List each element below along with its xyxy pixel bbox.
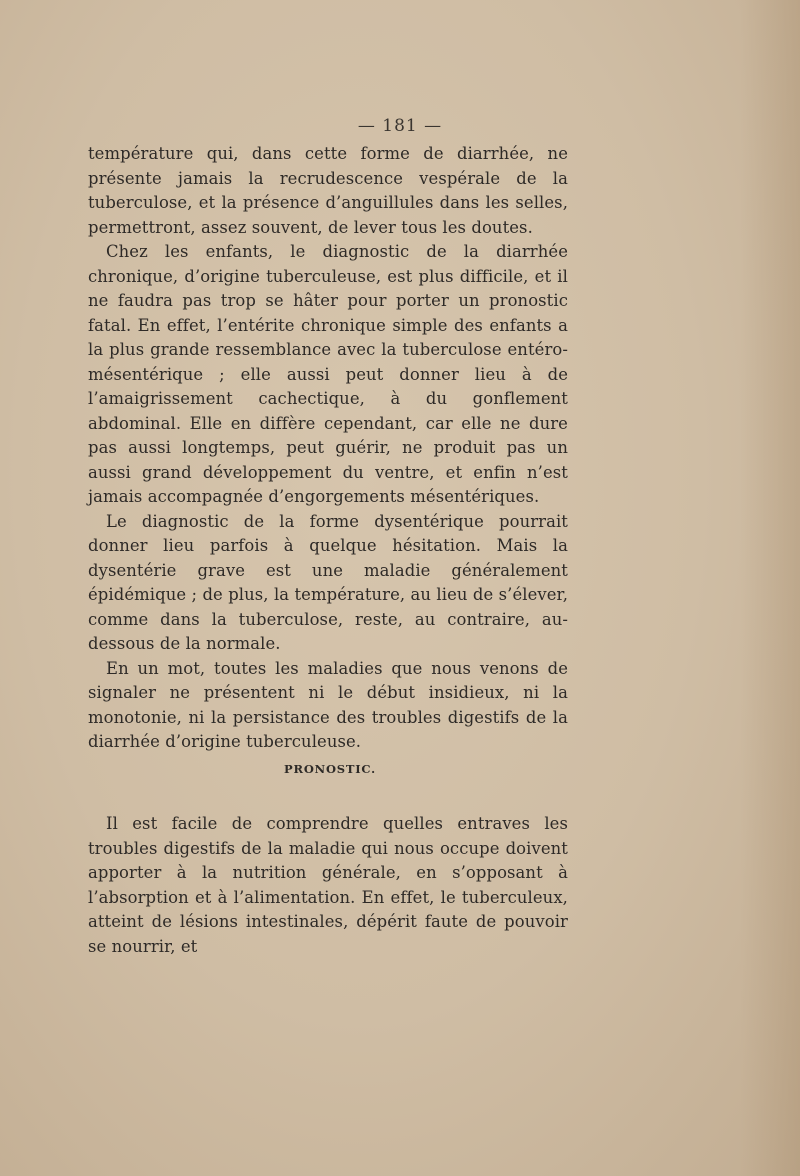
section-heading: PRONOSTIC.	[284, 762, 376, 776]
paragraph-prognosis: Il est facile de comprendre quelles entraves les troubles digestifs de la maladie qui nous occupe doivent apporter à la nutrition générale, en s’opposant à l’absorption et à l’alimentation. En effet, le tuberculeux, atteint de lésions intestinales, dépérit faute de pouvoir se nourrir, et	[88, 814, 568, 956]
page-edge-shadow	[740, 0, 800, 1176]
page-number: — 181 —	[357, 116, 443, 136]
paragraph-continuation: température qui, dans cette forme de diarrhée, ne présente jamais la recrudescence vespérale de la tuberculose, et la présence d’anguillules dans les selles, permettront, assez souvent, de lever tous les doutes.	[88, 144, 568, 237]
body-text	[88, 142, 568, 755]
section-body-text	[88, 812, 568, 959]
paragraph-dysentery-form: Le diagnostic de la forme dysentérique pourrait donner lieu parfois à quelque hésitation. Mais la dysentérie grave est une maladie généralement épidémique ; de plus, la température, au lieu de s’élever, comme dans la tuberculose, reste, au contraire, au-dessous de la normale.	[88, 511, 568, 653]
paragraph-summary: En un mot, toutes les maladies que nous venons de signaler ne présentent ni le début insidieux, ni la monotonie, ni la persistance des troubles digestifs de la diarrhée d’origine tuberculeuse.	[88, 658, 568, 751]
paragraph-children-diagnosis: Chez les enfants, le diagnostic de la diarrhée chronique, d’origine tuberculeuse, est plus difficile, et il ne faudra pas trop se hâter pour porter un pronostic fatal. En effet, l’entérite chronique simple des enfants a la plus grande ressemblance avec la tuberculose entéro-mésentérique ; elle aussi peut donner lieu à de l’amaigrissement cachectique, à du gonflement abdominal. Elle en diffère cependant, car elle ne dure pas aussi longtemps, peut guérir, ne produit pas un aussi grand développement du ventre, et enfin n’est jamais accompagnée d’engorgements mésentériques.	[88, 242, 568, 506]
